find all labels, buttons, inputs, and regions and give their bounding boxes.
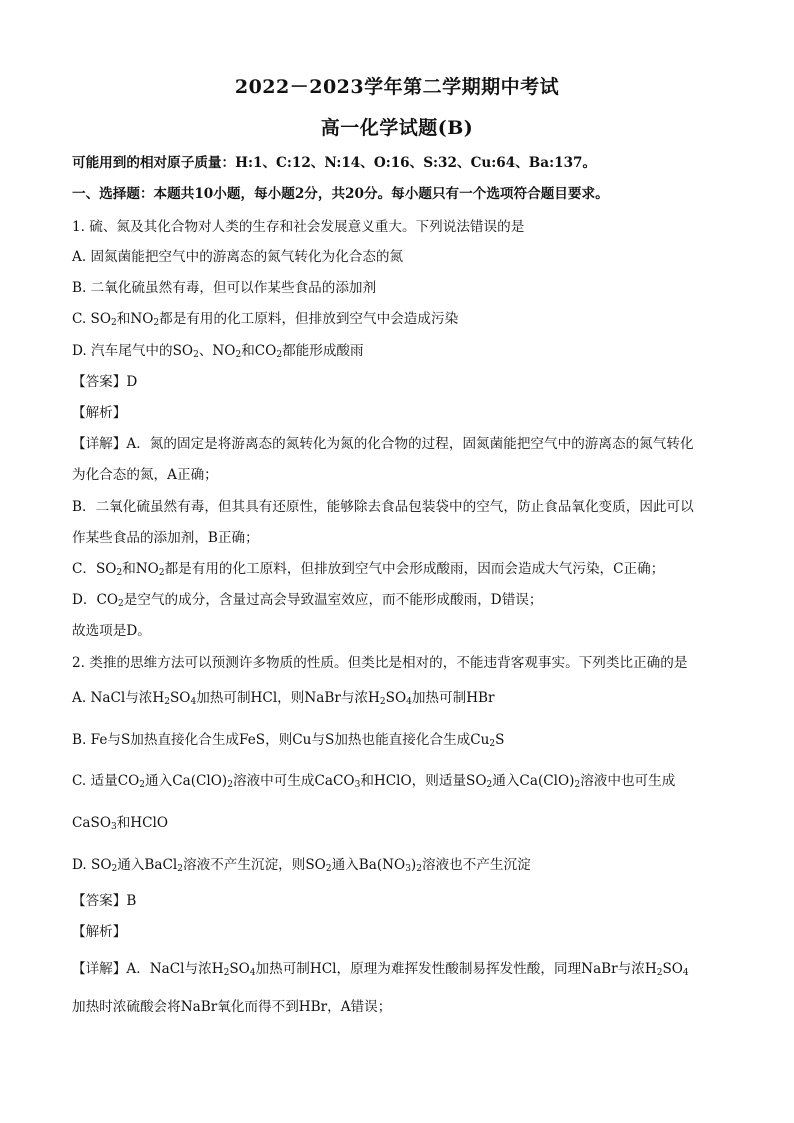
q1-detail-line-5: C．$SO_2$和$NO_2$都是有用的化工原料，但排放到空气中会形成酸雨，因而会造成大气污染，C正确； <box>72 561 665 578</box>
q2-analysis-label: 【解析】 <box>72 924 127 940</box>
q2-option-c-line-2: CaSO$_3$和HClO <box>72 815 169 832</box>
q1-option-d: D. 汽车尾气中的$SO_2$、$NO_2$和$CO_2$都能形成酸雨 <box>72 343 364 360</box>
q2-option-a: A. NaCl与浓$H_2SO_4$加热可制HCl，则NaBr与浓$H_2SO_4$加热可制HBr <box>72 690 495 707</box>
q1-detail-line-2: 为化合态的氮，A正确； <box>72 467 218 483</box>
q2-option-c-line-1: C. 适量$CO_2$通入$Ca(ClO)_2$溶液中可生成CaCO$_3$和HClO，则适量$SO_2$通入$Ca(ClO)_2$溶液中也可生成 <box>72 773 676 790</box>
q1-conclusion: 故选项是D。 <box>72 623 151 639</box>
q1-option-c: C. $SO_2$和$NO_2$都是有用的化工原料，但排放到空气中会造成污染 <box>72 311 459 328</box>
q1-detail-line-4: 作某些食品的添加剂，B正确； <box>72 530 259 546</box>
q2-stem: 2. 类推的思维方法可以预测许多物质的性质。但类比是相对的，不能违背客观事实。下列类比正确的是 <box>72 655 688 671</box>
q2-detail-line-1: 【详解】A．NaCl与浓$H_2SO_4$加热可制HCl，原理为难挥发性酸制易挥发性酸，同理NaBr与浓$H_2SO_4$ <box>72 961 689 978</box>
exam-title: 2022－2023学年第二学期期中考试 <box>234 76 560 98</box>
q2-option-b: B. Fe与S加热直接化合生成FeS，则Cu与S加热也能直接化合生成$Cu_2S$ <box>72 732 505 749</box>
q1-detail-line-1: 【详解】A．氮的固定是将游离态的氮转化为氮的化合物的过程，固氮菌能把空气中的游离态的氮气转化 <box>72 436 694 452</box>
q2-answer: 【答案】B <box>72 893 137 909</box>
q2-detail-line-2: 加热时浓硫酸会将NaBr氧化而得不到HBr，A错误； <box>72 999 392 1015</box>
q2-option-d: D. $SO_2$通入BaCl$_2$溶液不产生沉淀，则$SO_2$通入$Ba(NO_3)_2$溶液也不产生沉淀 <box>72 857 531 874</box>
q1-detail-line-6: D．$CO_2$是空气的成分，含量过高会导致温室效应，而不能形成酸雨，D错误； <box>72 592 543 609</box>
atomic-masses: 可能用到的相对原子质量：H:1、C:12、N:14、O:16、S:32、Cu:64、Ba:137。 <box>72 155 597 171</box>
q1-option-a: A. 固氮菌能把空气中的游离态的氮气转化为化合态的氮 <box>72 249 404 265</box>
q1-stem: 1. 硫、氮及其化合物对人类的生存和社会发展意义重大。下列说法错误的是 <box>72 219 525 235</box>
exam-subtitle: 高一化学试题(B) <box>320 117 474 139</box>
section-heading: 一、选择题：本题共10小题，每小题2分，共20分。每小题只有一个选项符合题目要求。 <box>72 186 609 202</box>
q1-answer: 【答案】D <box>72 374 138 390</box>
q1-option-b: B. 二氧化硫虽然有毒，但可以作某些食品的添加剂 <box>72 280 377 296</box>
q1-analysis-label: 【解析】 <box>72 405 127 421</box>
q1-detail-line-3: B．二氧化硫虽然有毒，但其具有还原性，能够除去食品包装袋中的空气，防止食品氧化变质，因此可以 <box>72 499 694 515</box>
